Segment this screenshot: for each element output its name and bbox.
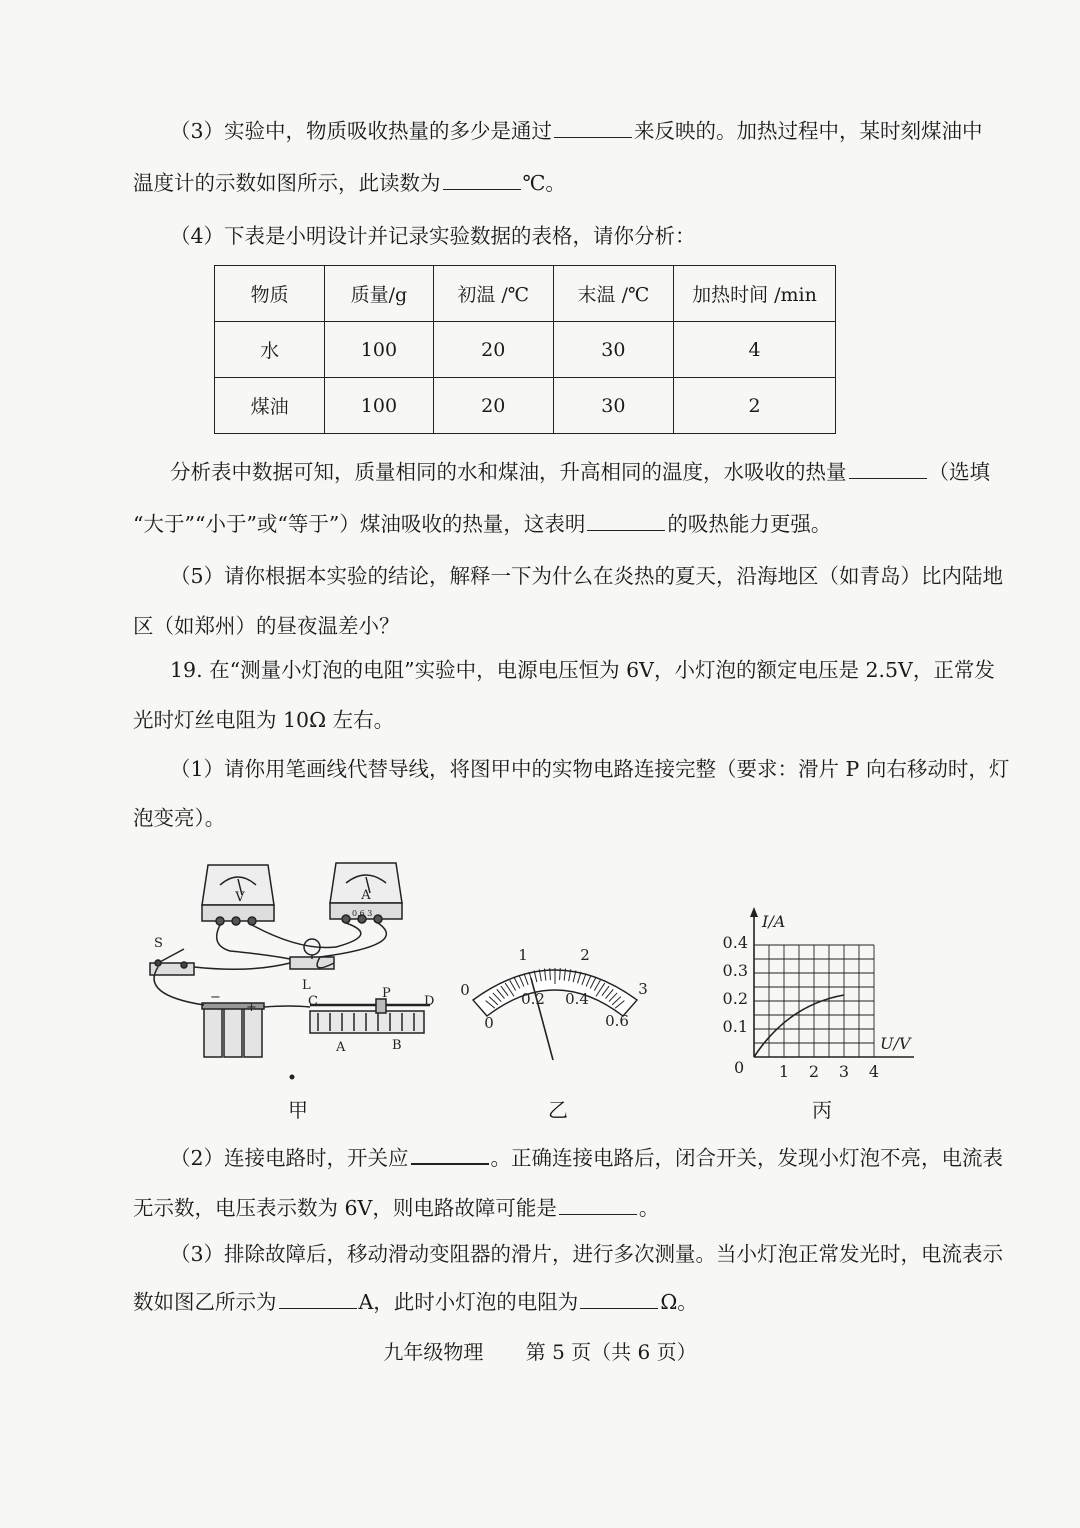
answer-blank[interactable] <box>849 458 927 479</box>
dial-outer-tick: 1 <box>518 946 528 964</box>
text: （选填 <box>928 460 990 484</box>
dial-tick-mark <box>560 968 561 980</box>
terminal-b-label: B <box>392 1038 402 1053</box>
table-cell: 煤油 <box>215 378 325 434</box>
text: 分析表中数据可知，质量相同的水和煤油，升高相同的温度，水吸收的热量 <box>170 460 847 484</box>
table-cell: 20 <box>433 378 553 434</box>
table-cell: 100 <box>325 322 433 378</box>
page-footer <box>0 1336 1080 1365</box>
figure-bing-iu-graph <box>718 905 918 1085</box>
figure-jia-caption: 甲 <box>288 1098 308 1122</box>
rheostat <box>310 999 430 1033</box>
y-tick-label: 0.2 <box>722 989 748 1008</box>
experiment-data-table <box>214 265 836 434</box>
q19-part1-line1: （1）请你用笔画线代替导线，将图甲中的实物电路连接完整（要求：滑片 P 向右移动时，灯 <box>170 757 1010 781</box>
y-tick-label: 0.4 <box>722 933 748 952</box>
slider-p-label: P <box>382 986 391 1001</box>
terminal-a-label: A <box>336 1040 346 1055</box>
stray-dot <box>290 1075 295 1080</box>
text: “大于”“小于”或“等于”）煤油吸收的热量，这表明 <box>133 512 586 536</box>
q19-part2-line2 <box>133 1193 948 1223</box>
dial-inner-tick: 0.2 <box>521 990 545 1008</box>
dial-inner-tick: 0 <box>484 1014 494 1032</box>
text: 来反映的。加热过程中，某时刻煤油中 <box>634 119 983 143</box>
dial-outer-tick: 0 <box>460 981 470 999</box>
answer-blank[interactable] <box>587 510 665 531</box>
q19-intro-line1: 19. 在“测量小灯泡的电阻”实验中，电源电压恒为 6V，小灯泡的额定电压是 2.5V，正常发 <box>170 658 995 682</box>
table-cell: 20 <box>433 322 553 378</box>
text: 数如图乙所示为 <box>133 1290 277 1314</box>
switch-label: S <box>154 936 163 951</box>
table-header-cell: 加热时间 /min <box>673 266 835 322</box>
table-cell: 2 <box>673 378 835 434</box>
q18-part5-line2: 区（如郑州）的昼夜温差小？ <box>133 614 400 638</box>
q18-analysis-line1 <box>170 457 990 487</box>
figure-yi-ammeter-dial <box>455 940 665 1075</box>
dial-outer-tick: 3 <box>638 980 648 998</box>
table-header-cell: 物质 <box>215 266 325 322</box>
dial-inner-tick: 0.6 <box>605 1012 629 1030</box>
figure-yi-caption: 乙 <box>548 1098 568 1122</box>
terminal-c-label: C <box>308 994 318 1009</box>
ammeter-range-label: 0.6 3 <box>352 909 373 918</box>
footer-subject: 九年级物理 <box>383 1340 484 1364</box>
q19-part3-line2 <box>133 1287 948 1317</box>
y-tick-label: 0.1 <box>722 1017 748 1036</box>
battery-plus-label: + <box>246 1000 257 1015</box>
terminal-d-label: D <box>424 994 435 1009</box>
q18-part3-line1 <box>170 116 985 146</box>
text: 的吸热能力更强。 <box>667 512 832 536</box>
table-cell: 30 <box>553 378 673 434</box>
lamp-label: L <box>302 978 311 993</box>
text: A，此时小灯泡的电阻为 <box>358 1290 579 1314</box>
q18-analysis-line2 <box>133 509 948 539</box>
answer-blank[interactable] <box>580 1288 658 1309</box>
x-tick-label: 4 <box>868 1062 880 1081</box>
graph-origin-label: 0 <box>734 1058 745 1077</box>
ammeter-label: A <box>361 888 371 903</box>
graph-grid <box>754 945 874 1057</box>
dial-tick-mark <box>550 968 551 980</box>
y-axis-label: I/A <box>762 912 786 931</box>
table-cell: 4 <box>673 322 835 378</box>
x-tick-label: 3 <box>838 1062 850 1081</box>
text: 无示数，电压表示数为 6V，则电路故障可能是 <box>133 1196 557 1220</box>
switch <box>150 949 194 975</box>
q19-part1-line2: 泡变亮）。 <box>133 806 226 830</box>
figure-jia-circuit <box>140 855 460 1085</box>
voltmeter-label: V <box>235 890 245 905</box>
q18-part3-line2 <box>133 168 948 198</box>
text: 。 <box>638 1196 660 1220</box>
q19-part2-line1 <box>170 1143 1004 1173</box>
y-tick-label: 0.3 <box>722 961 748 980</box>
answer-blank[interactable] <box>554 117 632 138</box>
battery-minus-label: − <box>210 990 221 1005</box>
figure-bing-caption: 丙 <box>812 1098 832 1122</box>
q19-intro-line2: 光时灯丝电阻为 10Ω 左右。 <box>133 708 395 732</box>
text: Ω。 <box>660 1290 698 1314</box>
x-tick-label: 2 <box>808 1062 820 1081</box>
x-axis-label: U/V <box>880 1034 911 1053</box>
y-axis-arrow <box>750 907 758 917</box>
table-cell: 100 <box>325 378 433 434</box>
x-tick-label: 1 <box>778 1062 790 1081</box>
table-header-cell: 质量/g <box>325 266 433 322</box>
answer-blank[interactable] <box>443 169 521 190</box>
table-header-cell: 末温 /℃ <box>553 266 673 322</box>
q18-part5-line1: （5）请你根据本实验的结论，解释一下为什么在炎热的夏天，沿海地区（如青岛）比内陆地 <box>170 564 1004 588</box>
text: （2）连接电路时，开关应 <box>170 1146 409 1170</box>
text: ℃。 <box>522 171 566 195</box>
text: （3）实验中，物质吸收热量的多少是通过 <box>170 119 553 143</box>
text: 。正确连接电路后，闭合开关，发现小灯泡不亮，电流表 <box>490 1146 1004 1170</box>
q19-part3-line1: （3）排除故障后，移动滑动变阻器的滑片，进行多次测量。当小灯泡正常发光时，电流表示 <box>170 1242 1004 1266</box>
answer-blank[interactable] <box>559 1194 637 1215</box>
text: 温度计的示数如图所示，此读数为 <box>133 171 441 195</box>
footer-page-number: 第 5 页（共 6 页） <box>525 1340 697 1364</box>
table-row <box>215 322 836 378</box>
dial-outer-tick: 2 <box>580 946 590 964</box>
answer-blank[interactable] <box>279 1288 357 1309</box>
table-cell: 30 <box>553 322 673 378</box>
table-row <box>215 378 836 434</box>
q18-part4-intro: （4）下表是小明设计并记录实验数据的表格，请你分析： <box>170 224 696 248</box>
dial-inner-tick: 0.4 <box>565 990 589 1008</box>
table-header-row <box>215 266 836 322</box>
answer-blank[interactable] <box>411 1143 489 1165</box>
table-cell: 水 <box>215 322 325 378</box>
table-header-cell: 初温 /℃ <box>433 266 553 322</box>
